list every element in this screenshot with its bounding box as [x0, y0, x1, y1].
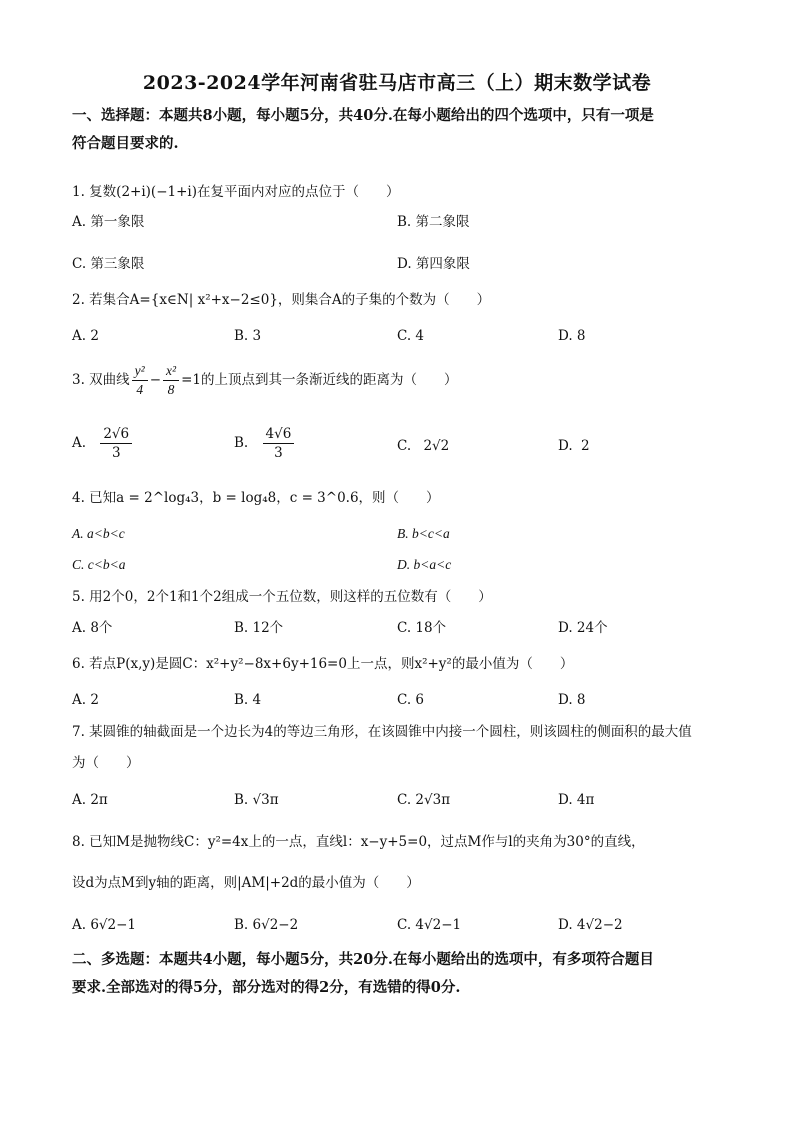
- q6-option-d[interactable]: D. 8: [558, 692, 586, 708]
- q3-option-c-text: 2√2: [423, 438, 450, 454]
- question-5-stem: 5. 用2个0，2个1和1个2组成一个五位数，则这样的五位数有（ ）: [72, 589, 492, 605]
- q3-fraction-1: [132, 362, 148, 399]
- q3-option-b-fraction: [263, 425, 295, 462]
- q1-option-b[interactable]: B. 第二象限: [397, 214, 470, 230]
- q3-option-a-label: A.: [72, 435, 87, 451]
- q7-option-b[interactable]: B. √3π: [234, 792, 279, 808]
- q3-option-d-text: 2: [580, 438, 590, 454]
- q5-option-d[interactable]: D. 24个: [558, 620, 608, 636]
- section-2-line-1: 二、多选题：本题共4小题，每小题5分，共20分.在每小题给出的选项中，有多项符合题目: [72, 951, 654, 968]
- question-7-stem-line-2: 为（ ）: [72, 755, 140, 771]
- q4-option-a[interactable]: A. a<b<c: [72, 526, 125, 541]
- q3-option-b-label: B.: [234, 435, 249, 451]
- q3-option-a-num: 2√6: [100, 425, 132, 444]
- question-6-stem: 6. 若点P(x,y)是圆C：x²+y²−8x+6y+16=0上一点，则x²+y²的最小值为（ ）: [72, 656, 574, 672]
- question-2-stem: 2. 若集合A={x∈N| x²+x−2≤0}，则集合A的子集的个数为（ ）: [72, 292, 491, 308]
- q3-fraction-1-den: 4: [136, 382, 144, 397]
- q3-option-a-den: 3: [111, 445, 121, 461]
- q8-option-d[interactable]: D. 4√2−2: [558, 917, 623, 933]
- q2-option-b[interactable]: B. 3: [234, 328, 262, 344]
- q1-option-d[interactable]: D. 第四象限: [397, 256, 470, 272]
- q4-option-c[interactable]: C. c<b<a: [72, 557, 126, 572]
- q5-option-a[interactable]: A. 8个: [72, 620, 113, 636]
- question-3-stem: [72, 362, 732, 399]
- q6-option-c[interactable]: C. 6: [397, 692, 425, 708]
- q7-option-a[interactable]: A. 2π: [72, 792, 108, 808]
- q2-option-a[interactable]: A. 2: [72, 328, 99, 344]
- question-8-stem-line-2: 设d为点M到y轴的距离，则|AM|+2d的最小值为（ ）: [72, 875, 420, 891]
- q3-option-c-label: C.: [397, 438, 412, 454]
- question-7-stem-line-1: 7. 某圆锥的轴截面是一个边长为4的等边三角形，在该圆锥中内接一个圆柱，则该圆柱的侧面积的最大值: [72, 724, 692, 740]
- q3-option-b-den: 3: [274, 445, 283, 461]
- q3-fraction-1-num: y²: [132, 362, 148, 381]
- q6-option-a[interactable]: A. 2: [72, 692, 99, 708]
- q8-option-c[interactable]: C. 4√2−1: [397, 917, 462, 933]
- q3-stem-pre: 3. 双曲线: [72, 372, 130, 388]
- q3-minus: −: [149, 372, 162, 388]
- q3-option-a[interactable]: [72, 425, 134, 462]
- section-2-line-2: 要求.全部选对的得5分，部分选对的得2分，有选错的得0分.: [72, 979, 461, 996]
- q7-option-c[interactable]: C. 2√3π: [397, 792, 451, 808]
- q3-option-d[interactable]: [558, 435, 590, 457]
- q3-option-a-fraction: [100, 425, 132, 462]
- q2-option-d[interactable]: D. 8: [558, 328, 586, 344]
- q3-fraction-2-num: x²: [163, 362, 179, 381]
- question-1-stem: 1. 复数(2+i)(−1+i)在复平面内对应的点位于（ ）: [72, 184, 400, 200]
- q3-option-c[interactable]: [397, 435, 449, 457]
- section-2-header: [72, 946, 724, 1002]
- q3-fraction-2-den: 8: [167, 382, 175, 397]
- q3-stem-post: =1的上顶点到其一条渐近线的距离为（ ）: [181, 372, 458, 388]
- q1-option-c[interactable]: C. 第三象限: [72, 256, 145, 272]
- q3-option-d-label: D.: [558, 438, 573, 454]
- section-1-header: [72, 102, 724, 158]
- q2-option-c[interactable]: C. 4: [397, 328, 425, 344]
- question-8-stem-line-1: 8. 已知M是抛物线C：y²=4x上的一点，直线l：x−y+5=0，过点M作与l的夹角为30°的直线，: [72, 834, 645, 850]
- q3-fraction-2: [163, 362, 179, 399]
- q4-option-b[interactable]: B. b<c<a: [397, 526, 450, 541]
- section-1-line-1: 一、选择题：本题共8小题，每小题5分，共40分.在每小题给出的四个选项中，只有一项是: [72, 107, 654, 124]
- section-1-line-2: 符合题目要求的.: [72, 135, 179, 152]
- q8-option-b[interactable]: B. 6√2−2: [234, 917, 299, 933]
- q7-option-d[interactable]: D. 4π: [558, 792, 595, 808]
- q3-option-b[interactable]: [234, 425, 296, 462]
- q5-option-c[interactable]: C. 18个: [397, 620, 447, 636]
- q5-option-b[interactable]: B. 12个: [234, 620, 284, 636]
- q8-option-a[interactable]: A. 6√2−1: [72, 917, 137, 933]
- q4-option-d[interactable]: D. b<a<c: [397, 557, 452, 572]
- q6-option-b[interactable]: B. 4: [234, 692, 262, 708]
- q3-option-b-num: 4√6: [263, 425, 295, 444]
- q1-option-a[interactable]: A. 第一象限: [72, 214, 145, 230]
- question-4-stem: 4. 已知a = 2^log₄3，b = log₄8，c = 3^0.6，则（ ）: [72, 490, 440, 506]
- exam-title: 2023-2024学年河南省驻马店市高三（上）期末数学试卷: [142, 72, 652, 94]
